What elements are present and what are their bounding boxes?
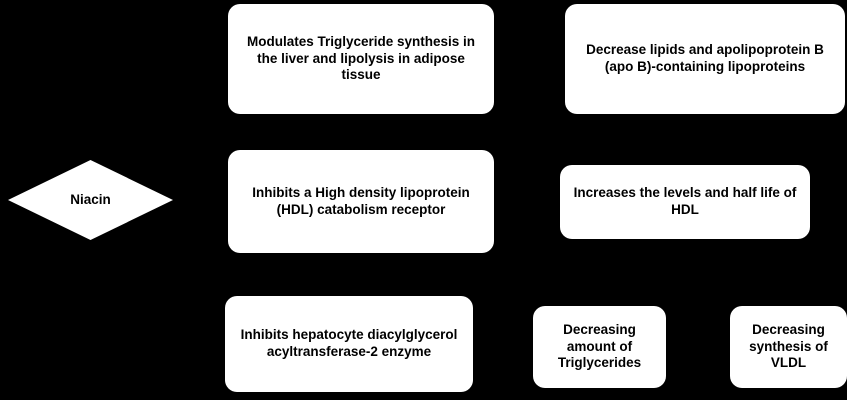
node-modulates-triglyceride-synthesis[interactable] — [228, 4, 494, 114]
node-decreasing-triglycerides[interactable] — [533, 306, 666, 388]
node-label-niacin: Niacin — [70, 191, 111, 207]
node-increases-hdl-levels[interactable] — [560, 165, 810, 239]
node-decrease-lipids-apob[interactable] — [565, 4, 845, 114]
node-decreasing-vldl-synthesis[interactable] — [730, 306, 847, 388]
node-inhibits-dgat2[interactable] — [225, 296, 473, 392]
node-label: Inhibits hepatocyte diacylglycerol acyltransferase-2 enzyme — [240, 327, 458, 359]
node-niacin[interactable] — [8, 160, 173, 240]
node-label: Decreasing amount of Triglycerides — [557, 321, 642, 371]
node-label: Decreasing synthesis of VLDL — [749, 321, 828, 371]
node-label: Decrease lipids and apolipoprotein B (apo B)-containing lipoproteins — [586, 42, 824, 74]
node-inhibits-hdl-catabolism-receptor[interactable] — [228, 150, 494, 253]
node-label: Inhibits a High density lipoprotein (HDL) catabolism receptor — [252, 184, 470, 217]
node-label: Increases the levels and half life of HDL — [573, 185, 797, 217]
node-label: Modulates Triglyceride synthesis in the liver and lipolysis in adipose tissue — [246, 33, 476, 83]
